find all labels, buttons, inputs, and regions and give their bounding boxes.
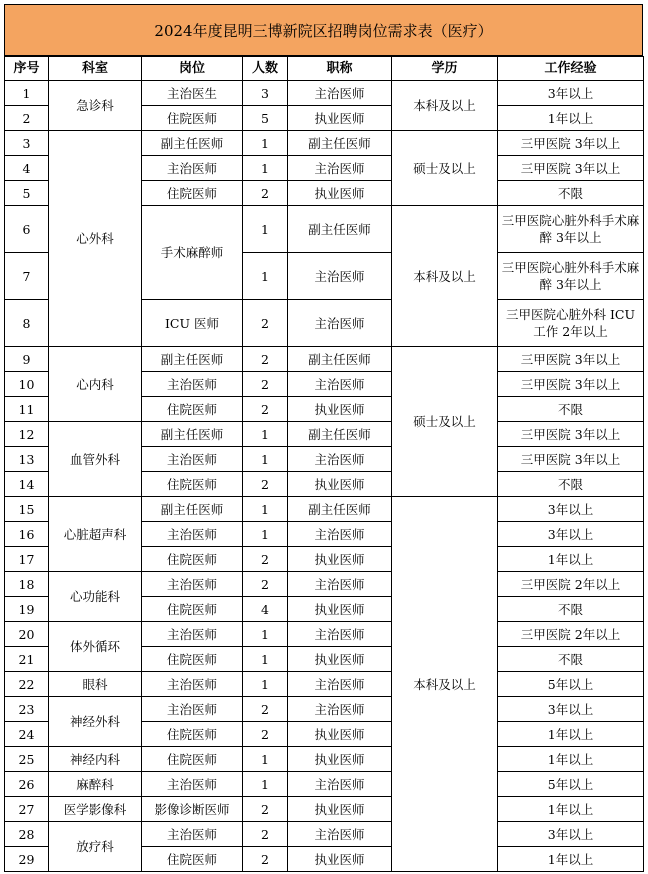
cell-dept: 神经内科	[49, 747, 142, 772]
cell-no: 23	[5, 697, 49, 722]
cell-dept: 急诊科	[49, 81, 142, 131]
cell-no: 20	[5, 622, 49, 647]
cell-count: 2	[243, 372, 288, 397]
cell-post: 主治医师	[142, 522, 243, 547]
cell-exp: 3年以上	[498, 822, 644, 847]
cell-exp: 5年以上	[498, 772, 644, 797]
cell-post: 住院医师	[142, 722, 243, 747]
table-row	[5, 572, 644, 597]
cell-edu: 本科及以上	[392, 81, 498, 131]
cell-exp: 不限	[498, 647, 644, 672]
table-row	[5, 747, 644, 772]
header-col-dept: 科室	[49, 57, 142, 81]
cell-count: 1	[243, 672, 288, 697]
cell-post: 副主任医师	[142, 497, 243, 522]
cell-post: 住院医师	[142, 397, 243, 422]
cell-rank: 副主任医师	[288, 497, 392, 522]
cell-exp: 3年以上	[498, 522, 644, 547]
cell-rank: 主治医师	[288, 672, 392, 697]
cell-post: 住院医师	[142, 647, 243, 672]
cell-exp: 三甲医院 3年以上	[498, 156, 644, 181]
cell-count: 5	[243, 106, 288, 131]
cell-exp: 1年以上	[498, 547, 644, 572]
table-row	[5, 672, 644, 697]
cell-rank: 主治医师	[288, 253, 392, 300]
cell-no: 24	[5, 722, 49, 747]
cell-post: 主治医师	[142, 372, 243, 397]
cell-exp: 三甲医院心脏外科手术麻醉 3年以上	[498, 253, 644, 300]
cell-no: 13	[5, 447, 49, 472]
cell-rank: 主治医师	[288, 156, 392, 181]
cell-no: 9	[5, 347, 49, 372]
cell-count: 2	[243, 797, 288, 822]
table-row	[5, 131, 644, 156]
cell-count: 3	[243, 81, 288, 106]
cell-count: 2	[243, 397, 288, 422]
cell-count: 2	[243, 697, 288, 722]
cell-no: 3	[5, 131, 49, 156]
cell-no: 16	[5, 522, 49, 547]
cell-post: 主治医师	[142, 697, 243, 722]
cell-no: 28	[5, 822, 49, 847]
table-row	[5, 81, 644, 106]
table-row	[5, 422, 644, 447]
cell-rank: 副主任医师	[288, 131, 392, 156]
cell-count: 4	[243, 597, 288, 622]
cell-no: 25	[5, 747, 49, 772]
table-row	[5, 347, 644, 372]
cell-rank: 主治医师	[288, 81, 392, 106]
cell-exp: 3年以上	[498, 497, 644, 522]
cell-rank: 执业医师	[288, 397, 392, 422]
cell-count: 2	[243, 181, 288, 206]
cell-post: 主治医师	[142, 572, 243, 597]
cell-dept: 眼科	[49, 672, 142, 697]
cell-edu: 硕士及以上	[392, 347, 498, 497]
cell-no: 11	[5, 397, 49, 422]
cell-exp: 三甲医院 2年以上	[498, 572, 644, 597]
cell-exp: 三甲医院 3年以上	[498, 372, 644, 397]
cell-exp: 不限	[498, 597, 644, 622]
cell-rank: 主治医师	[288, 372, 392, 397]
cell-post: ICU 医师	[142, 300, 243, 347]
cell-no: 4	[5, 156, 49, 181]
cell-count: 2	[243, 472, 288, 497]
cell-count: 1	[243, 647, 288, 672]
cell-rank: 主治医师	[288, 447, 392, 472]
cell-no: 2	[5, 106, 49, 131]
cell-exp: 三甲医院心脏外科 ICU 工作 2年以上	[498, 300, 644, 347]
table-row	[5, 622, 644, 647]
cell-exp: 三甲医院心脏外科手术麻醉 3年以上	[498, 206, 644, 253]
cell-rank: 执业医师	[288, 106, 392, 131]
cell-rank: 执业医师	[288, 747, 392, 772]
header-col-rank: 职称	[288, 57, 392, 81]
cell-rank: 副主任医师	[288, 347, 392, 372]
cell-no: 26	[5, 772, 49, 797]
cell-no: 15	[5, 497, 49, 522]
cell-post: 副主任医师	[142, 347, 243, 372]
cell-post: 住院医师	[142, 747, 243, 772]
cell-no: 7	[5, 253, 49, 300]
cell-exp: 5年以上	[498, 672, 644, 697]
cell-count: 2	[243, 847, 288, 872]
cell-no: 1	[5, 81, 49, 106]
table-row	[5, 822, 644, 847]
cell-rank: 主治医师	[288, 622, 392, 647]
cell-count: 2	[243, 547, 288, 572]
cell-count: 1	[243, 622, 288, 647]
header-col-post: 岗位	[142, 57, 243, 81]
cell-no: 17	[5, 547, 49, 572]
cell-post: 副主任医师	[142, 131, 243, 156]
header-col-count: 人数	[243, 57, 288, 81]
cell-rank: 主治医师	[288, 300, 392, 347]
cell-rank: 主治医师	[288, 822, 392, 847]
cell-count: 2	[243, 300, 288, 347]
cell-rank: 执业医师	[288, 647, 392, 672]
cell-post: 主治医师	[142, 822, 243, 847]
header-col-exp: 工作经验	[498, 57, 644, 81]
cell-post: 住院医师	[142, 106, 243, 131]
cell-rank: 执业医师	[288, 597, 392, 622]
cell-post: 住院医师	[142, 547, 243, 572]
cell-count: 2	[243, 347, 288, 372]
cell-post: 手术麻醉师	[142, 206, 243, 300]
cell-dept: 心外科	[49, 131, 142, 347]
cell-exp: 1年以上	[498, 847, 644, 872]
cell-no: 10	[5, 372, 49, 397]
cell-post: 主治医师	[142, 447, 243, 472]
cell-count: 1	[243, 747, 288, 772]
table-row	[5, 697, 644, 722]
cell-no: 29	[5, 847, 49, 872]
header-col-edu: 学历	[392, 57, 498, 81]
cell-exp: 不限	[498, 181, 644, 206]
cell-post: 住院医师	[142, 181, 243, 206]
cell-no: 18	[5, 572, 49, 597]
cell-count: 1	[243, 422, 288, 447]
cell-post: 主治医师	[142, 156, 243, 181]
cell-exp: 三甲医院 3年以上	[498, 131, 644, 156]
cell-exp: 3年以上	[498, 697, 644, 722]
cell-no: 22	[5, 672, 49, 697]
cell-no: 5	[5, 181, 49, 206]
recruitment-table	[4, 56, 644, 872]
cell-count: 1	[243, 497, 288, 522]
cell-rank: 执业医师	[288, 722, 392, 747]
cell-exp: 1年以上	[498, 747, 644, 772]
table-title: 2024年度昆明三博新院区招聘岗位需求表（医疗）	[4, 4, 643, 56]
cell-exp: 三甲医院 3年以上	[498, 347, 644, 372]
table-row	[5, 797, 644, 822]
cell-post: 影像诊断医师	[142, 797, 243, 822]
cell-count: 1	[243, 206, 288, 253]
cell-exp: 1年以上	[498, 797, 644, 822]
cell-count: 1	[243, 772, 288, 797]
cell-exp: 3年以上	[498, 81, 644, 106]
cell-exp: 不限	[498, 397, 644, 422]
cell-post: 住院医师	[142, 597, 243, 622]
table-row	[5, 497, 644, 522]
cell-count: 1	[243, 156, 288, 181]
cell-no: 19	[5, 597, 49, 622]
cell-post: 住院医师	[142, 472, 243, 497]
cell-no: 8	[5, 300, 49, 347]
cell-rank: 执业医师	[288, 797, 392, 822]
cell-dept: 麻醉科	[49, 772, 142, 797]
cell-post: 副主任医师	[142, 422, 243, 447]
cell-exp: 三甲医院 2年以上	[498, 622, 644, 647]
cell-exp: 1年以上	[498, 722, 644, 747]
cell-rank: 执业医师	[288, 847, 392, 872]
cell-exp: 三甲医院 3年以上	[498, 422, 644, 447]
cell-no: 21	[5, 647, 49, 672]
cell-dept: 放疗科	[49, 822, 142, 872]
cell-post: 主治医生	[142, 81, 243, 106]
cell-rank: 主治医师	[288, 772, 392, 797]
cell-no: 6	[5, 206, 49, 253]
cell-dept: 血管外科	[49, 422, 142, 497]
cell-post: 主治医师	[142, 672, 243, 697]
cell-post: 主治医师	[142, 772, 243, 797]
cell-count: 1	[243, 253, 288, 300]
cell-no: 27	[5, 797, 49, 822]
cell-exp: 三甲医院 3年以上	[498, 447, 644, 472]
cell-rank: 主治医师	[288, 697, 392, 722]
cell-rank: 副主任医师	[288, 422, 392, 447]
table-row	[5, 772, 644, 797]
cell-rank: 执业医师	[288, 181, 392, 206]
cell-edu: 本科及以上	[392, 206, 498, 347]
cell-post: 住院医师	[142, 847, 243, 872]
cell-no: 14	[5, 472, 49, 497]
cell-rank: 执业医师	[288, 547, 392, 572]
cell-exp: 1年以上	[498, 106, 644, 131]
cell-rank: 副主任医师	[288, 206, 392, 253]
cell-count: 1	[243, 131, 288, 156]
cell-dept: 心内科	[49, 347, 142, 422]
cell-count: 1	[243, 522, 288, 547]
cell-rank: 主治医师	[288, 522, 392, 547]
cell-dept: 体外循环	[49, 622, 142, 672]
cell-dept: 医学影像科	[49, 797, 142, 822]
cell-rank: 执业医师	[288, 472, 392, 497]
cell-count: 2	[243, 572, 288, 597]
cell-post: 主治医师	[142, 622, 243, 647]
cell-count: 2	[243, 722, 288, 747]
cell-count: 1	[243, 447, 288, 472]
cell-dept: 心功能科	[49, 572, 142, 622]
cell-exp: 不限	[498, 472, 644, 497]
cell-edu: 本科及以上	[392, 497, 498, 872]
cell-edu: 硕士及以上	[392, 131, 498, 206]
header-col-no: 序号	[5, 57, 49, 81]
cell-no: 12	[5, 422, 49, 447]
cell-count: 2	[243, 822, 288, 847]
cell-rank: 主治医师	[288, 572, 392, 597]
cell-dept: 神经外科	[49, 697, 142, 747]
cell-dept: 心脏超声科	[49, 497, 142, 572]
